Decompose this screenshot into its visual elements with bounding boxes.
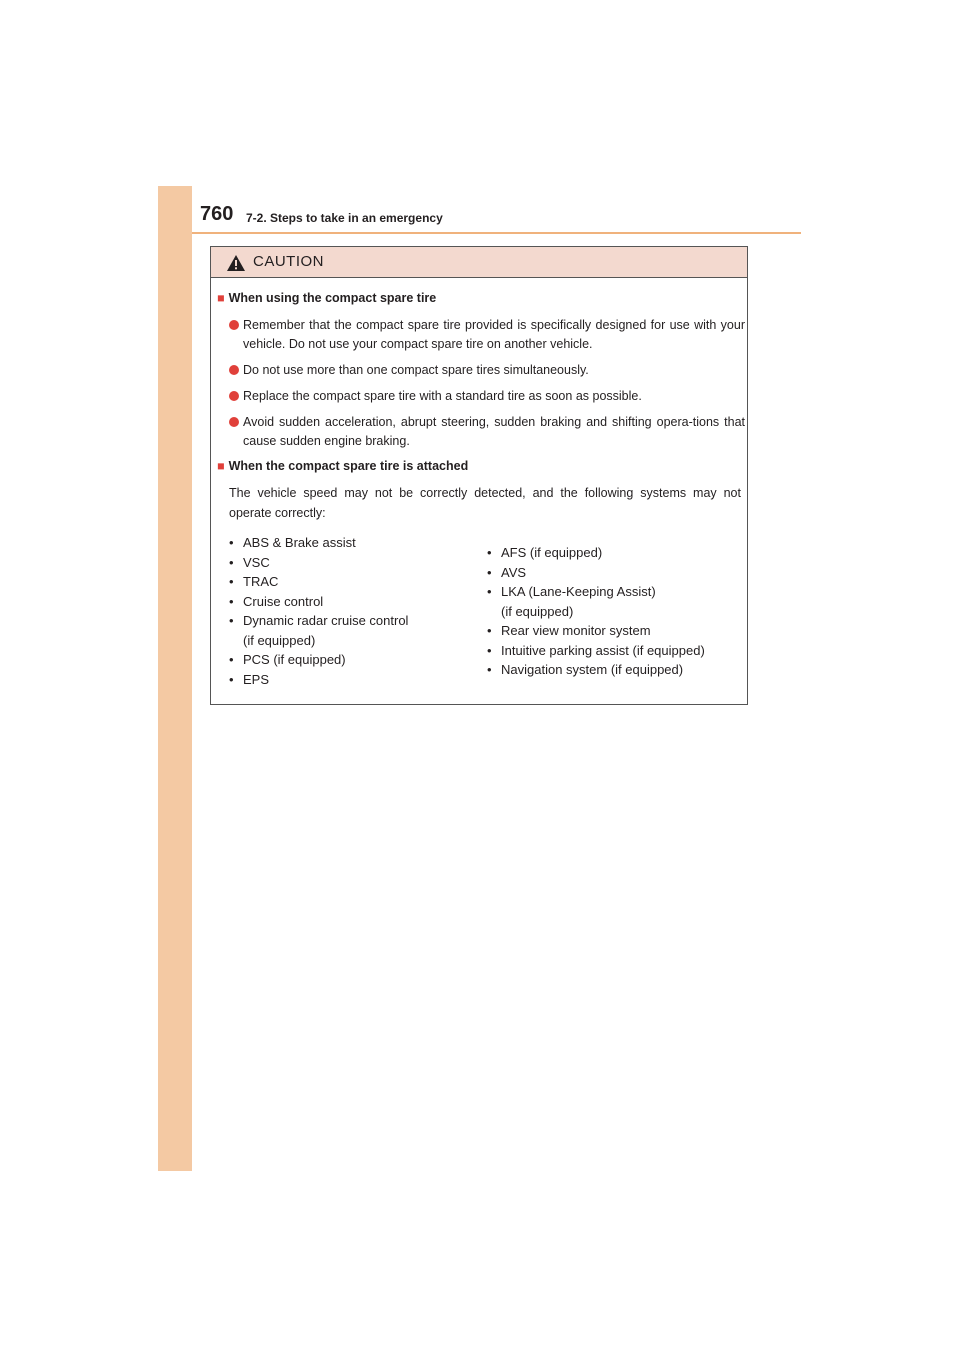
list-item: • AVS <box>487 563 743 583</box>
list-item: • Dynamic radar cruise control (if equipped) <box>229 611 469 650</box>
caution-label: CAUTION <box>253 253 324 270</box>
warning-triangle-icon <box>227 255 245 271</box>
chapter-tab-bar <box>158 186 192 1171</box>
list-item: • AFS (if equipped) <box>487 543 743 563</box>
list-item: • EPS <box>229 670 469 690</box>
list-item-continuation: (if equipped) <box>243 632 316 648</box>
square-bullet-icon: ■ <box>217 459 225 473</box>
section-title: 7-2. Steps to take in an emergency <box>246 211 443 225</box>
page-header <box>200 203 800 235</box>
list-item: • Cruise control <box>229 592 469 612</box>
list-item: • VSC <box>229 553 469 573</box>
bullet-text: Do not use more than one compact spare tires simultaneously. <box>243 363 589 377</box>
list-item: • ABS & Brake assist <box>229 533 469 553</box>
square-bullet-icon: ■ <box>217 291 225 305</box>
systems-list-left <box>229 533 469 689</box>
page-number: 760 <box>200 203 234 225</box>
systems-list-right <box>487 543 743 680</box>
list-item: • Rear view monitor system <box>487 621 743 641</box>
list-item: • PCS (if equipped) <box>229 650 469 670</box>
section-heading-text: When the compact spare tire is attached <box>228 459 469 473</box>
section-paragraph: The vehicle speed may not be correctly detected, and the following systems may not operate correctly: <box>229 486 741 520</box>
caution-bullet <box>229 387 745 406</box>
caution-bullet <box>229 413 745 451</box>
list-item: • TRAC <box>229 572 469 592</box>
list-item: • LKA (Lane-Keeping Assist) (if equipped) <box>487 582 743 621</box>
section-heading-spare-use <box>217 291 436 305</box>
bullet-text: Replace the compact spare tire with a standard tire as soon as possible. <box>243 389 642 403</box>
bullet-dot-icon <box>229 391 239 401</box>
list-item-continuation: (if equipped) <box>501 603 574 619</box>
caution-header <box>211 247 747 278</box>
list-item: • Intuitive parking assist (if equipped) <box>487 641 743 661</box>
section-heading-spare-attached <box>217 459 468 473</box>
bullet-text: Remember that the compact spare tire provided is specifically designed for use with your vehicle. Do not use your compact spare tire on another vehicle. <box>243 318 745 351</box>
section-heading-text: When using the compact spare tire <box>228 291 437 305</box>
bullet-text: Avoid sudden acceleration, abrupt steering, sudden braking and shifting opera-tions that cause sudden engine braking. <box>243 415 745 448</box>
header-rule <box>192 232 801 234</box>
caution-bullet <box>229 316 745 354</box>
list-item: • Navigation system (if equipped) <box>487 660 743 680</box>
bullet-dot-icon <box>229 417 239 427</box>
bullet-dot-icon <box>229 320 239 330</box>
caution-box <box>210 246 748 705</box>
bullet-dot-icon <box>229 365 239 375</box>
caution-bullet <box>229 361 745 380</box>
